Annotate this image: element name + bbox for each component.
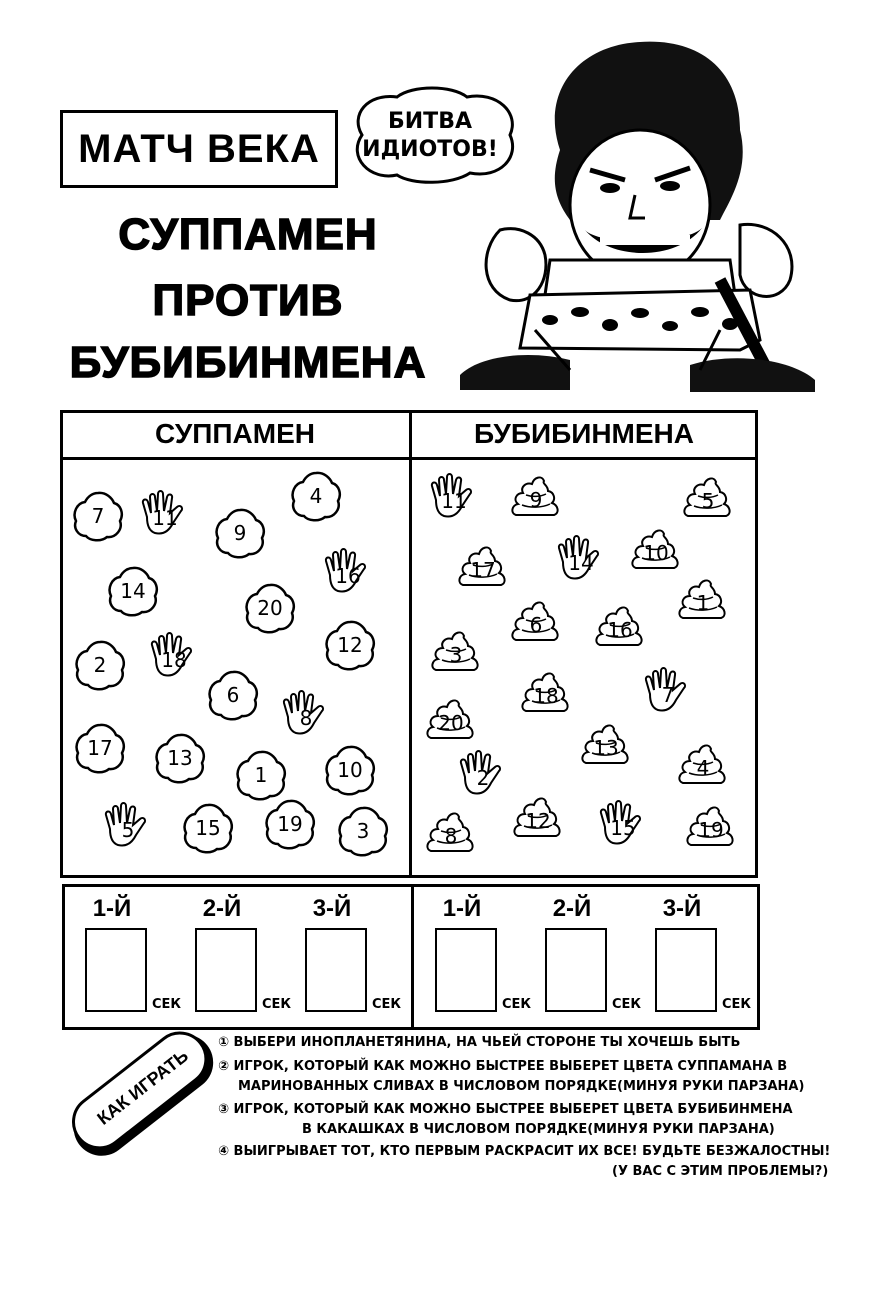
left-hand-item[interactable] (146, 627, 202, 683)
item-number: 12 (525, 809, 551, 833)
title-line-2: ПРОТИВ (152, 276, 344, 325)
item-number: 5 (121, 818, 135, 842)
item-number: 18 (533, 684, 559, 708)
right-column-label: БУБИБИНМЕНА (473, 418, 694, 449)
left-plum-item[interactable] (322, 617, 378, 673)
right-poop-item[interactable] (675, 570, 731, 626)
right-poop-item[interactable] (592, 597, 648, 653)
bubble-line-2: ИДИОТОВ! (362, 137, 498, 162)
time-entry-box[interactable] (655, 928, 717, 1012)
left-plum-item[interactable] (335, 803, 391, 859)
item-number: 18 (161, 648, 187, 672)
item-number: 19 (277, 812, 303, 836)
place-label: 3-Й (312, 895, 352, 922)
right-poop-item[interactable] (628, 520, 684, 576)
item-number: 17 (470, 558, 496, 582)
item-number: 1 (696, 591, 710, 615)
rule-3-line-1: ③ ИГРОК, КОТОРЫЙ КАК МОЖНО БЫСТРЕЕ ВЫБЕРЕТ ЦВЕТА БУБИБИНМЕНА (218, 1102, 793, 1117)
left-plum-item[interactable] (72, 637, 128, 693)
item-number: 4 (696, 756, 710, 780)
item-number: 7 (661, 683, 675, 707)
item-number: 6 (529, 613, 543, 637)
title-line-1: СУППАМЕН (118, 210, 378, 259)
item-number: 4 (309, 484, 323, 508)
item-number: 2 (93, 653, 107, 677)
left-plum-item[interactable] (72, 720, 128, 776)
caveman-illustration (440, 30, 830, 400)
left-plum-item[interactable] (288, 468, 344, 524)
place-label: 1-Й (442, 895, 482, 922)
item-number: 10 (643, 541, 669, 565)
rule-4-line-2: (У ВАС С ЭТИМ ПРОБЛЕМЫ?) (612, 1164, 829, 1179)
time-entry-box[interactable] (85, 928, 147, 1012)
left-plum-item[interactable] (322, 742, 378, 798)
left-hand-item[interactable] (100, 797, 156, 853)
left-plum-item[interactable] (242, 580, 298, 636)
item-number: 2 (476, 766, 490, 790)
right-poop-item[interactable] (683, 797, 739, 853)
seconds-label: СЕК (152, 997, 182, 1012)
timer-divider (411, 887, 414, 1027)
item-number: 8 (444, 824, 458, 848)
right-hand-item[interactable] (455, 745, 511, 801)
rule-3-line-2: В КАКАШКАХ В ЧИСЛОВОМ ПОРЯДКЕ(МИНУЯ РУКИ ПАРЗАНА) (302, 1122, 775, 1137)
time-entry-box[interactable] (305, 928, 367, 1012)
item-number: 5 (701, 489, 715, 513)
item-number: 10 (337, 758, 363, 782)
item-number: 9 (529, 488, 543, 512)
right-poop-item[interactable] (510, 788, 566, 844)
time-entry-box[interactable] (195, 928, 257, 1012)
item-number: 16 (607, 618, 633, 642)
item-number: 11 (152, 506, 178, 530)
right-hand-item[interactable] (426, 468, 482, 524)
item-number: 20 (257, 596, 283, 620)
place-label: 2-Й (552, 895, 592, 922)
bubble-line-1: БИТВА (388, 109, 472, 134)
item-number: 6 (226, 683, 240, 707)
left-plum-item[interactable] (205, 667, 261, 723)
right-poop-item[interactable] (675, 735, 731, 791)
place-label: 1-Й (92, 895, 132, 922)
right-poop-item[interactable] (680, 468, 736, 524)
rule-1: ① ВЫБЕРИ ИНОПЛАНЕТЯНИНА, НА ЧЬЕЙ СТОРОНЕ ТЫ ХОЧЕШЬ БЫТЬ (218, 1035, 741, 1050)
item-number: 15 (195, 816, 221, 840)
item-number: 13 (593, 736, 619, 760)
seconds-label: СЕК (372, 997, 402, 1012)
item-number: 16 (335, 564, 361, 588)
right-poop-item[interactable] (508, 467, 564, 523)
item-number: 17 (87, 736, 113, 760)
item-number: 8 (299, 706, 313, 730)
right-poop-item[interactable] (423, 803, 479, 859)
rule-2-line-1: ② ИГРОК, КОТОРЫЙ КАК МОЖНО БЫСТРЕЕ ВЫБЕРЕТ ЦВЕТА СУППАМАНА В (218, 1059, 788, 1074)
seconds-label: СЕК (262, 997, 292, 1012)
place-label: 2-Й (202, 895, 242, 922)
left-plum-item[interactable] (152, 730, 208, 786)
item-number: 19 (698, 818, 724, 842)
item-number: 14 (568, 551, 594, 575)
right-poop-item[interactable] (423, 690, 479, 746)
left-plum-item[interactable] (262, 796, 318, 852)
title-line-3: БУБИБИНМЕНА (69, 338, 427, 387)
board-divider (409, 413, 412, 875)
left-column-label: СУППАМЕН (155, 418, 315, 449)
left-plum-item[interactable] (212, 505, 268, 561)
item-number: 13 (167, 746, 193, 770)
how-to-play-label: КАК ИГРАТЬ (93, 1045, 193, 1129)
item-number: 9 (233, 521, 247, 545)
right-poop-item[interactable] (455, 537, 511, 593)
seconds-label: СЕК (722, 997, 752, 1012)
item-number: 3 (449, 643, 463, 667)
rule-4-line-1: ④ ВЫИГРЫВАЕТ ТОТ, КТО ПЕРВЫМ РАСКРАСИТ ИХ ВСЕ! БУДЬТЕ БЕЗЖАЛОСТНЫ! (218, 1144, 831, 1159)
left-hand-item[interactable] (137, 485, 193, 541)
item-number: 20 (438, 711, 464, 735)
seconds-label: СЕК (502, 997, 532, 1012)
right-poop-item[interactable] (428, 622, 484, 678)
left-hand-item[interactable] (278, 685, 334, 741)
right-poop-item[interactable] (518, 663, 574, 719)
item-number: 12 (337, 633, 363, 657)
right-hand-item[interactable] (640, 662, 696, 718)
seconds-label: СЕК (612, 997, 642, 1012)
right-hand-item[interactable] (553, 530, 609, 586)
left-plum-item[interactable] (70, 488, 126, 544)
right-poop-item[interactable] (508, 592, 564, 648)
place-label: 3-Й (662, 895, 702, 922)
rule-2-line-2: МАРИНОВАННЫХ СЛИВАХ В ЧИСЛОВОМ ПОРЯДКЕ(МИНУЯ РУКИ ПАРЗАНА) (238, 1079, 805, 1094)
right-poop-item[interactable] (578, 715, 634, 771)
left-plum-item[interactable] (233, 747, 289, 803)
item-number: 15 (610, 816, 636, 840)
item-number: 14 (120, 579, 146, 603)
time-entry-box[interactable] (435, 928, 497, 1012)
item-number: 11 (441, 489, 467, 513)
item-number: 7 (91, 504, 105, 528)
match-title: МАТЧ ВЕКА (60, 110, 338, 188)
right-hand-item[interactable] (595, 795, 651, 851)
item-number: 3 (356, 819, 370, 843)
left-hand-item[interactable] (320, 543, 376, 599)
left-plum-item[interactable] (180, 800, 236, 856)
item-number: 1 (254, 763, 268, 787)
left-plum-item[interactable] (105, 563, 161, 619)
time-entry-box[interactable] (545, 928, 607, 1012)
